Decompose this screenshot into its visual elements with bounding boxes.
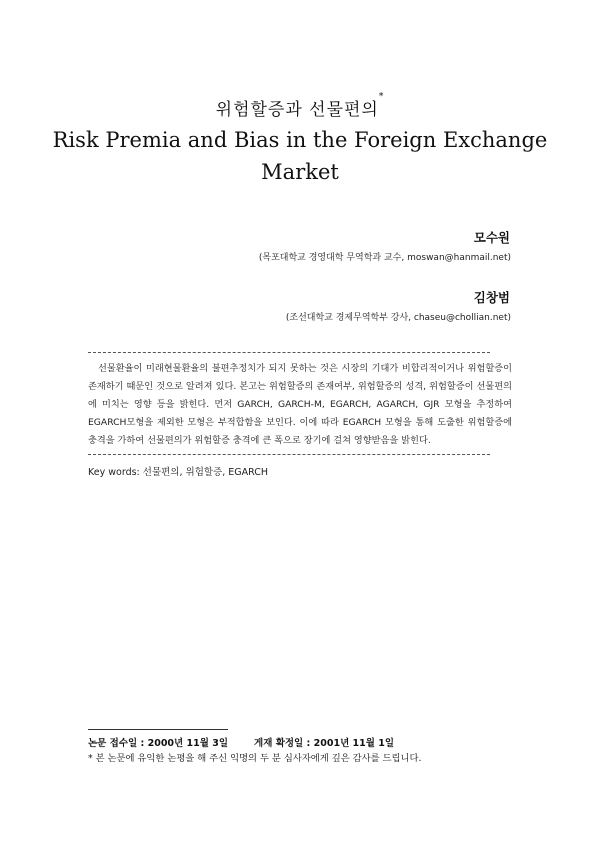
abstract-text: 선물환율이 미래현물환율의 불편추정치가 되지 못하는 것은 시장의 기대가 비합리적이거나 위험할증이 존재하기 때문인 것으로 알려져 있다. 본고는 위험할증의 존재여부, 위험할증의 성격, 위험할증이 선물편의에 미치는 영향 등을 밝힌다. 먼저 GARCH, GARCH-M, EGARCH, AGARCH, GJR 모형을 추정하여 EGARCH모형을 제외한 모형은 부적합함을 보인다. 이에 따라 EGARCH 모형을 통해 도출한 위험할증에 충격을 가하여 선물편의가 위험할증 충격에 큰 폭으로 장기에 걸쳐 영향받음을 밝힌다.	[88, 363, 512, 446]
english-title: Risk Premia and Bias in the Foreign Exchange Market	[52, 128, 548, 184]
accepted-date: 게재 확정일 : 2001년 11월 1일	[254, 738, 395, 749]
author-1-name: 모수원	[473, 230, 510, 245]
acknowledgement-footnote: * 본 논문에 유익한 논평을 해 주신 익명의 두 분 심사자에게 깊은 감사를 드립니다.	[88, 753, 422, 764]
keywords: Key words: 선물편의, 위험할증, EGARCH	[88, 467, 269, 478]
abstract-bottom-divider	[88, 454, 490, 455]
footnote-rule	[88, 729, 228, 730]
author-1-affiliation: (목포대학교 경영대학 무역학과 교수, moswan@hanmail.net)	[258, 253, 511, 263]
received-date: 논문 접수일 : 2000년 11월 3일	[88, 738, 229, 749]
author-2-affiliation: (조선대학교 경제무역학부 강사, chaseu@chollian.net)	[285, 313, 511, 323]
title-footnote-marker: *	[378, 92, 385, 102]
author-2-name: 김창범	[473, 290, 510, 305]
korean-title: 위험할증과 선물편의*	[215, 92, 385, 120]
abstract-top-divider	[88, 352, 490, 353]
footnote-dates	[88, 735, 394, 749]
